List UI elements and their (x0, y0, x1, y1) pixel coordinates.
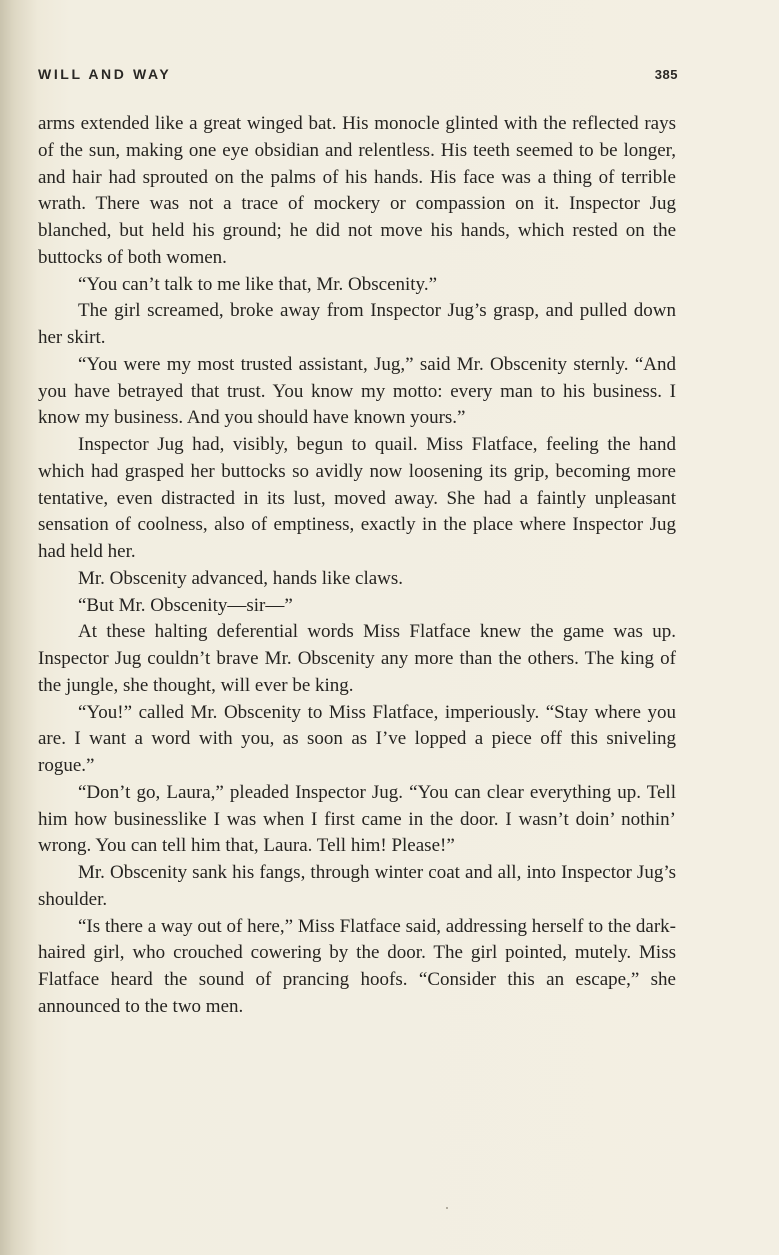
paragraph: arms extended like a great winged bat. His monocle glinted with the reflected rays of the sun, making one eye obsidian and relentless. His teeth seemed to be longer, and hair had sprouted on the palms of his hands. His face was a thing of terrible wrath. There was not a trace of mockery or compassion on it. Inspector Jug blanched, but held his ground; he did not move his hands, which rested on the buttocks of both women. (38, 113, 676, 268)
paragraph: “You can’t talk to me like that, Mr. Obscenity.” (78, 273, 438, 295)
paragraph: Inspector Jug had, visibly, begun to quail. Miss Flatface, feeling the hand which had grasped her buttocks so avidly now loosening its grip, becoming more tentative, even distracted in its lust, moved away. She had a faintly unpleasant sensation of coolness, also of emptiness, exactly in the place where Inspector Jug had held her. (38, 434, 676, 562)
paragraph: Mr. Obscenity advanced, hands like claws. (78, 567, 404, 589)
page-number: 385 (654, 67, 678, 82)
page-speck (446, 1207, 448, 1209)
paragraph: “You were my most trusted assistant, Jug,” said Mr. Obscenity sternly. “And you have betrayed that trust. You know my motto: every man to his business. I know my business. And you should have known yours.” (38, 353, 676, 429)
paragraph: Mr. Obscenity sank his fangs, through winter coat and all, into Inspector Jug’s shoulder. (38, 862, 676, 910)
paragraph: The girl screamed, broke away from Inspector Jug’s grasp, and pulled down her skirt. (38, 300, 676, 348)
paragraph: At these halting deferential words Miss Flatface knew the game was up. Inspector Jug couldn’t brave Mr. Obscenity any more than the others. The king of the jungle, she thought, will ever be king. (38, 621, 676, 696)
body-text (38, 111, 676, 1021)
running-head: WILL AND WAY (38, 66, 172, 82)
paragraph: “But Mr. Obscenity—sir—” (78, 594, 293, 616)
paragraph: “You!” called Mr. Obscenity to Miss Flatface, imperiously. “Stay where you are. I want a word with you, as soon as I’ve lopped a piece off this sniveling rogue.” (38, 701, 676, 776)
paragraph: “Don’t go, Laura,” pleaded Inspector Jug. “You can clear everything up. Tell him how businesslike I was when I first came in the door. I wasn’t doin’ nothin’ wrong. You can tell him that, Laura. Tell him! Please!” (38, 781, 676, 857)
paragraph: “Is there a way out of here,” Miss Flatface said, addressing herself to the dark-haired girl, who crouched cowering by the door. The girl pointed, mutely. Miss Flatface heard the sound of prancing hoofs. “Consider this an escape,” she announced to the two men. (38, 915, 676, 1017)
